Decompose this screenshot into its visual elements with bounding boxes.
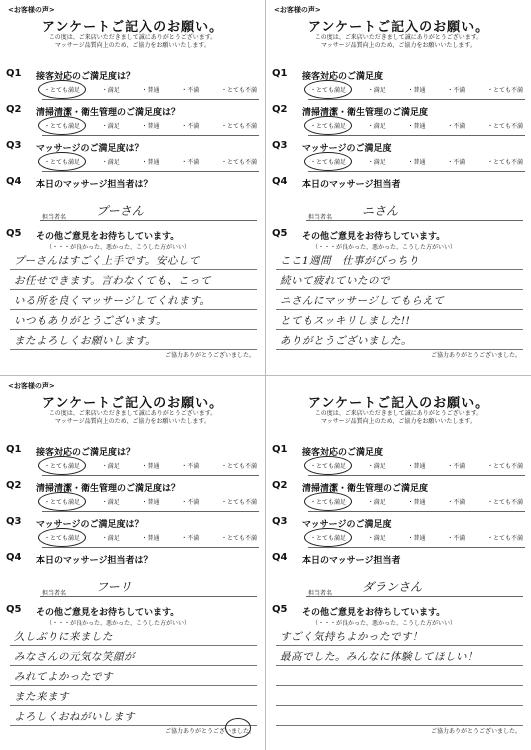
staff-rule [306,596,523,597]
question-number: Q4 [272,176,288,187]
question-text: 接客対応のご満足度 [302,448,384,458]
comment-area[interactable] [10,626,257,726]
rating-option[interactable]: ・不満 [181,159,200,166]
answer-rule [308,99,525,100]
comment-line [276,270,523,290]
question-q2 [272,104,525,140]
rating-option[interactable]: ・普通 [141,535,160,542]
rating-option[interactable]: ・満足 [101,463,120,470]
rating-option[interactable]: ・とても満足 [42,120,82,131]
sheet-intro [0,410,265,426]
comment-line [276,666,523,686]
rating-option[interactable]: ・とても不満 [486,499,523,506]
answer-rule [42,511,259,512]
comment-handwritten: ここ1週間 仕事がびっちり [280,255,420,267]
rating-option[interactable]: ・とても不満 [486,463,523,470]
sheet-title: アンケートご記入のお願い。 [41,396,224,411]
sheet-intro [0,34,265,50]
rating-option[interactable]: ・満足 [101,87,120,94]
question-text: その他ご意見をお待ちしています。 [302,232,446,242]
comment-handwritten: とてもスッキリしました!! [280,315,411,327]
rating-option[interactable]: ・とても不満 [220,123,257,130]
rating-option[interactable]: ・とても満足 [308,460,348,471]
question-q1 [6,68,259,104]
comment-area[interactable] [276,250,523,350]
question-q2 [272,480,525,516]
rating-option[interactable]: ・とても満足 [308,120,348,131]
rating-option[interactable]: ・とても不満 [486,159,523,166]
question-q1 [272,444,525,480]
comment-line [10,270,257,290]
question-number: Q2 [6,480,22,491]
answer-rule [308,171,525,172]
rating-option[interactable]: ・不満 [181,87,200,94]
intro-line: マッサージ品質向上のため、ご協力をお願いいたします。 [321,418,476,425]
intro-line: この度は、ご来店いただきまして誠にありがとうございます。 [48,34,217,41]
rating-options [308,156,525,167]
rating-option[interactable]: ・とても不満 [220,535,257,542]
comment-line [276,330,523,350]
rating-option[interactable]: ・満足 [101,499,120,506]
rating-option[interactable]: ・満足 [367,463,386,470]
thanks-note: ご協力ありがとうございました。 [164,728,255,735]
survey-sheet [266,0,531,375]
rating-option[interactable]: ・満足 [101,535,120,542]
rating-options [42,532,259,543]
smile-doodle-icon [225,718,251,738]
comment-line [10,310,257,330]
comment-line [276,626,523,646]
comment-line [10,706,257,726]
question-text: マッサージのご満足度は？ [36,144,144,154]
comment-line [10,290,257,310]
rating-option[interactable]: ・普通 [141,123,160,130]
sheet-title: アンケートご記入のお願い。 [307,20,490,35]
comment-handwritten: 最高でした。みんなに体験してほしい！ [280,651,478,663]
rating-option[interactable]: ・とても不満 [220,159,257,166]
question-number: Q2 [6,104,22,115]
rating-options [308,84,525,95]
comment-line [10,330,257,350]
thanks-note: ご協力ありがとうございました。 [164,352,255,359]
staff-name-handwritten[interactable]: ダランさん [362,580,423,594]
rating-options [42,496,259,507]
rating-option[interactable]: ・普通 [407,123,426,130]
rating-option[interactable]: ・満足 [101,123,120,130]
question-subtext: （・・・が良かった、悪かった、こうした方がいい） [312,620,457,627]
comment-line [10,666,257,686]
answer-rule [308,547,525,548]
rating-option[interactable]: ・普通 [407,535,426,542]
staff-label: 担当者名 [308,214,333,221]
answer-rule [308,511,525,512]
rating-option[interactable]: ・とても満足 [308,156,348,167]
question-number: Q2 [272,480,288,491]
staff-rule [40,220,257,221]
question-number: Q3 [272,516,288,527]
rating-options [42,156,259,167]
staff-name-handwritten[interactable]: フーリ [96,580,132,594]
rating-option[interactable]: ・とても満足 [308,84,348,95]
intro-line: この度は、ご来店いただきまして誠にありがとうございます。 [314,410,483,417]
question-subtext: （・・・が良かった、悪かった、こうした方がいい） [46,244,191,251]
rating-option[interactable]: ・普通 [141,159,160,166]
question-number: Q5 [272,228,288,239]
staff-name-handwritten[interactable]: ニさん [362,204,399,218]
rating-option[interactable]: ・不満 [447,159,466,166]
rating-option[interactable]: ・普通 [407,499,426,506]
comment-handwritten: よろしくおねがいします [14,711,135,723]
question-text: マッサージのご満足度 [302,144,392,154]
question-number: Q4 [6,176,22,187]
comment-line [10,250,257,270]
thanks-note: ご協力ありがとうございました。 [430,352,521,359]
rating-option[interactable]: ・満足 [367,535,386,542]
question-number: Q3 [6,516,22,527]
comment-handwritten: いつもありがとうございます。 [14,315,168,327]
answer-rule [42,99,259,100]
question-q4 [6,552,259,588]
rating-options [308,460,525,471]
staff-rule [40,596,257,597]
rating-option[interactable]: ・とても不満 [220,463,257,470]
rating-option[interactable]: ・とても満足 [42,156,82,167]
rating-option[interactable]: ・とても不満 [486,123,523,130]
question-number: Q2 [272,104,288,115]
question-text: その他ご意見をお待ちしています。 [36,232,180,242]
sheet-intro [266,410,531,426]
rating-option[interactable]: ・とても不満 [220,87,257,94]
rating-options [308,496,525,507]
comment-handwritten: いる所を良くマッサージしてくれます。 [14,295,211,307]
question-number: Q5 [272,604,288,615]
comment-handwritten: すごく気持ちよかったです！ [280,631,423,643]
question-text: 本日のマッサージ担当者 [302,556,401,566]
rating-options [42,120,259,131]
answer-rule [308,135,525,136]
rating-options [308,532,525,543]
question-number: Q1 [6,444,22,455]
question-number: Q3 [6,140,22,151]
answer-rule [42,135,259,136]
rating-option[interactable]: ・満足 [367,499,386,506]
thanks-note: ご協力ありがとうございました。 [430,728,521,735]
rating-option[interactable]: ・とても満足 [42,460,82,471]
comment-line [10,646,257,666]
answer-rule [42,547,259,548]
intro-line: この度は、ご来店いただきまして誠にありがとうございます。 [314,34,483,41]
sheet-title: アンケートご記入のお願い。 [41,20,224,35]
rating-option[interactable]: ・普通 [141,463,160,470]
question-q1 [272,68,525,104]
rating-options [42,84,259,95]
question-q2 [6,480,259,516]
answer-rule [308,475,525,476]
intro-line: マッサージ品質向上のため、ご協力をお願いいたします。 [55,418,210,425]
question-text: 清掃清潔・衛生管理のご満足度 [302,108,429,118]
survey-sheet [0,0,265,375]
staff-label: 担当者名 [308,590,333,597]
survey-sheet [0,376,265,750]
comment-handwritten: またよろしくお願いします。 [14,335,157,347]
rating-option[interactable]: ・とても満足 [308,532,348,543]
rating-option[interactable]: ・とても満足 [42,496,82,507]
comment-handwritten: 続いて疲れていたので [280,275,390,287]
question-text: 接客対応のご満足度は？ [36,72,136,82]
question-text: 清掃清潔・衛生管理のご満足度は？ [36,108,181,118]
question-text: 清掃清潔・衛生管理のご満足度 [302,484,429,494]
comment-line [276,686,523,706]
rating-option[interactable]: ・とても満足 [42,532,82,543]
question-number: Q1 [6,68,22,79]
sheet-intro [266,34,531,50]
question-text: その他ご意見をお待ちしています。 [36,608,180,618]
comment-handwritten: 久しぶりに来ました [14,631,113,643]
question-number: Q1 [272,444,288,455]
rating-option[interactable]: ・普通 [407,87,426,94]
rating-option[interactable]: ・不満 [447,499,466,506]
rating-option[interactable]: ・とても不満 [220,499,257,506]
question-q3 [6,516,259,552]
question-q3 [272,140,525,176]
comment-line [276,250,523,270]
question-number: Q1 [272,68,288,79]
comment-area[interactable] [276,626,523,726]
comment-handwritten: ニさんにマッサージしてもらえて [280,295,445,307]
rating-option[interactable]: ・普通 [141,499,160,506]
rating-option[interactable]: ・満足 [367,159,386,166]
rating-option[interactable]: ・とても不満 [486,535,523,542]
question-text: その他ご意見をお待ちしています。 [302,608,446,618]
sheet-tag: <お客様の声> [274,6,321,14]
rating-option[interactable]: ・満足 [101,159,120,166]
comment-handwritten: プーさんはすごく上手です。安心して [14,255,200,267]
rating-option[interactable]: ・不満 [447,123,466,130]
answer-rule [42,475,259,476]
intro-line: この度は、ご来店いただきまして誠にありがとうございます。 [48,410,217,417]
rating-option[interactable]: ・不満 [181,463,200,470]
intro-line: マッサージ品質向上のため、ご協力をお願いいたします。 [321,42,476,49]
question-number: Q5 [6,228,22,239]
question-q3 [272,516,525,552]
comment-area[interactable] [10,250,257,350]
comment-line [276,706,523,726]
question-subtext: （・・・が良かった、悪かった、こうした方がいい） [312,244,457,251]
staff-name-handwritten[interactable]: プーさん [96,204,144,218]
rating-option[interactable]: ・とても不満 [486,87,523,94]
comment-line [10,686,257,706]
comment-handwritten: みなさんの元気な笑顔が [14,651,135,663]
rating-option[interactable]: ・とても満足 [308,496,348,507]
answer-rule [42,171,259,172]
rating-option[interactable]: ・普通 [141,87,160,94]
question-q3 [6,140,259,176]
question-subtext: （・・・が良かった、悪かった、こうした方がいい） [46,620,191,627]
question-text: 接客対応のご満足度は？ [36,448,136,458]
rating-option[interactable]: ・不満 [447,87,466,94]
rating-option[interactable]: ・不満 [447,535,466,542]
rating-option[interactable]: ・満足 [367,87,386,94]
rating-option[interactable]: ・とても満足 [42,84,82,95]
comment-line [276,290,523,310]
comment-handwritten: お任せできます。言わなくても、こって [14,275,211,287]
staff-label: 担当者名 [42,214,67,221]
rating-option[interactable]: ・不満 [447,463,466,470]
question-text: マッサージのご満足度 [302,520,392,530]
intro-line: マッサージ品質向上のため、ご協力をお願いいたします。 [55,42,210,49]
comment-line [276,310,523,330]
comment-line [276,646,523,666]
sheet-tag: <お客様の声> [8,382,55,390]
question-text: 本日のマッサージ担当者 [302,180,401,190]
comment-handwritten: また来ます [14,691,69,703]
comment-handwritten: みれてよかったです [14,671,113,683]
rating-options [308,120,525,131]
rating-option[interactable]: ・普通 [407,463,426,470]
comment-line [10,626,257,646]
question-number: Q5 [6,604,22,615]
rating-option[interactable]: ・不満 [181,535,200,542]
question-number: Q4 [6,552,22,563]
rating-options [42,460,259,471]
question-number: Q4 [272,552,288,563]
question-number: Q3 [272,140,288,151]
question-text: 本日のマッサージ担当者は？ [36,556,153,566]
question-text: マッサージのご満足度は？ [36,520,144,530]
rating-option[interactable]: ・不満 [181,123,200,130]
sheet-title: アンケートご記入のお願い。 [307,396,490,411]
question-q1 [6,444,259,480]
rating-option[interactable]: ・満足 [367,123,386,130]
question-text: 本日のマッサージ担当者は？ [36,180,153,190]
rating-option[interactable]: ・普通 [407,159,426,166]
sheet-tag: <お客様の声> [8,6,55,14]
comment-handwritten: ありがとうございました。 [280,335,412,347]
rating-option[interactable]: ・不満 [181,499,200,506]
staff-label: 担当者名 [42,590,67,597]
staff-rule [306,220,523,221]
question-text: 清掃清潔・衛生管理のご満足度は？ [36,484,181,494]
survey-sheet [266,376,531,750]
question-text: 接客対応のご満足度 [302,72,384,82]
question-q4 [272,176,525,212]
question-q2 [6,104,259,140]
